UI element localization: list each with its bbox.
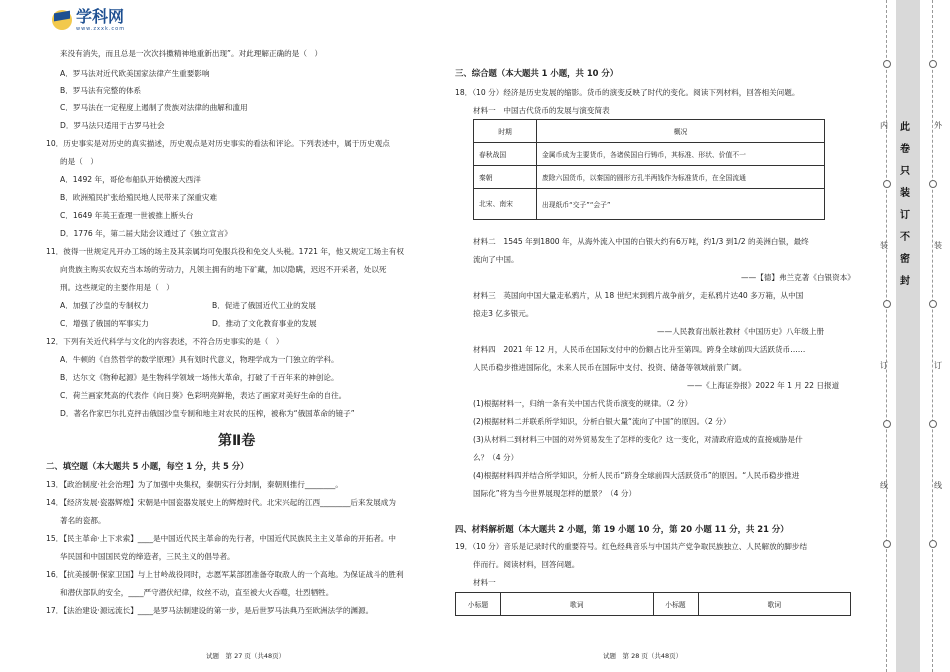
text-line: B．罗马法有完整的体系: [60, 86, 142, 95]
text-line: 向贵族主购买农奴充当本场的劳动力，凡领主拥有的地下矿藏，加以隐瞒，迟迟不开采者，处以死: [60, 265, 387, 274]
text-line: C．1649 年英王查理一世被推上断头台: [60, 211, 194, 220]
seal-char: 此: [900, 122, 910, 133]
option: D．推动了文化教育事业的发展: [212, 319, 317, 328]
option: A．加强了沙皇的专制权力: [60, 301, 149, 310]
table-cell: 北宋、南宋: [474, 189, 537, 220]
binding-label: 外: [934, 121, 942, 130]
text-line: 材料三 英国向中国大量走私鸦片，从 18 世纪末到鸦片战争前夕，走私鸦片达40 多万箱，从中国: [473, 291, 804, 300]
graduation-cap-icon: [52, 10, 72, 30]
table-row: [474, 166, 825, 189]
text-line: A．罗马法对近代欧美国家法律产生重要影响: [60, 69, 210, 78]
table-header-row: [456, 593, 851, 616]
text-line: C．荷兰画家梵高的代表作《向日葵》色彩明亮鲜艳，表达了画家对美好生命的自往。: [60, 391, 347, 400]
citation: ——人民教育出版社教材《中国历史》八年级上册: [657, 327, 825, 336]
text-line: 14．【经济发展·瓷器辉煌】宋朝是中国瓷器发展史上的辉煌时代。北宋兴起的江西________后来发展成为: [46, 498, 396, 507]
seal-char: 订: [900, 210, 910, 221]
table-cell: 秦朝: [474, 166, 537, 189]
table-header-cell: 小标题: [456, 593, 501, 616]
table-header-cell: 歌词: [698, 593, 851, 616]
table-header-cell: 歌词: [501, 593, 654, 616]
text-line: B．达尔文《物种起源》是生物科学领域一场伟大革命，打破了千百年来的神创论。: [60, 373, 339, 382]
text-line: (3)从材料二到材料三中国的对外贸易发生了怎样的变化？这一变化，对清政府造成的直接威胁是什: [473, 435, 803, 444]
table-row: [474, 143, 825, 166]
text-line: 华民国和中国国民党的缔造者，三民主义的倡导者。: [60, 552, 235, 561]
currency-table: [473, 119, 825, 220]
seal-char: 卷: [900, 144, 910, 155]
text-line: 掠走3 亿多银元。: [473, 309, 534, 318]
text-line: A．牛顿的《自然哲学的数学原理》具有划时代意义，物理学成为一门独立的学科。: [60, 355, 339, 364]
text-line: 10．历史事实是对历史的真实描述，历史观点是对历史事实的看法和评论。下列表述中，属于历史观点: [46, 139, 390, 148]
binding-label: 装: [934, 241, 942, 250]
seal-char: 不: [900, 232, 910, 243]
binding-label: 订: [934, 361, 942, 370]
left-page: [0, 0, 445, 672]
text-line: 材料四 2021 年 12 月，人民币在国际支付中的份额占比升至第四。跨身全球前四大活跃货币……: [473, 345, 806, 354]
binding-label: 装: [880, 241, 888, 250]
text-line: 的是（ ）: [60, 157, 98, 166]
inner-cut-line: [886, 0, 887, 672]
table-cell: 春秋战国: [474, 143, 537, 166]
logo-name: 学科网: [76, 7, 125, 26]
option: C．增强了俄国的军事实力: [60, 319, 149, 328]
binding-label: 订: [880, 361, 888, 370]
text-line: 伴而行。阅读材料，回答问题。: [473, 560, 580, 569]
text-line: 和潜伏部队的安全，____严守潜伏纪律，纹丝不动，直至被大火吞噬，壮烈牺牲。: [60, 588, 334, 597]
binding-hole: [883, 60, 891, 68]
text-line: 人民币稳步推进国际化，未来人民币在国际中支付、投资、储备等领域前景广阔。: [473, 363, 747, 372]
logo-url: www.zxxk.com: [76, 26, 126, 32]
text-line: 11．彼得一世规定凡开办工场的场主及其亲属均可免服兵役和免交人头税。1721 年，他又规定工场主有权: [46, 247, 404, 256]
text-line: 19．（10 分）音乐是记录时代的重要符号。红色经典音乐与中国共产党争取民族独立、人民解放的脚步结: [455, 542, 808, 551]
text-line: D．1776 年，第二届大陆会议通过了《独立宣言》: [60, 229, 232, 238]
table-cell: 出现纸币“交子”“会子”: [537, 189, 825, 220]
material-title: 材料一 中国古代货币的发展与演变简表: [473, 106, 610, 115]
text-line: D．罗马法只适用于古罗马社会: [60, 121, 165, 130]
binding-hole: [883, 180, 891, 188]
text-line: D．著名作家巴尔扎克抨击俄国沙皇专制和地主对农民的压榨，被称为“俄国革命的镜子”: [60, 409, 355, 418]
text-line: B．欧洲殖民扩张给殖民地人民带来了深重灾难: [60, 193, 218, 202]
text-line: (2)根据材料二并联系所学知识，分析白银大量“流向了中国”的原因。（2 分）: [473, 417, 731, 426]
section-heading: 三、综合题（本大题共 1 小题，共 10 分）: [455, 68, 619, 78]
binding-hole: [929, 300, 937, 308]
seal-bar: [896, 0, 920, 672]
text-line: 国际化”将为当今世界展现怎样的愿景？（4 分）: [473, 489, 637, 498]
option: B．促进了俄国近代工业的发展: [212, 301, 316, 310]
table-row: [474, 189, 825, 220]
text-line: (1)根据材料一，归纳一条有关中国古代货币演变的规律。（2 分）: [473, 399, 693, 408]
table-cell: 金属币成为主要货币，各诸侯国自行铸币，其标准、形状、价值不一: [537, 143, 825, 166]
text-line: A．1492 年，哥伦布船队开始横渡大西洋: [60, 175, 201, 184]
text-line: 18．（10 分）经济是历史发展的缩影。货币的演变反映了时代的变化。阅读下列材料，回答相关问题。: [455, 88, 800, 97]
text-line: 流向了中国。: [473, 255, 519, 264]
text-line: C．罗马法在一定程度上遏制了贵族对法律的曲解和滥用: [60, 103, 248, 112]
seal-char: 密: [900, 254, 910, 265]
page-footer: 试题 第 28 页（共48页）: [603, 652, 683, 660]
song-table: [455, 592, 851, 616]
seal-char: 只: [900, 166, 910, 177]
binding-label: 线: [934, 481, 942, 490]
binding-hole: [883, 420, 891, 428]
text-line: 刑。这些规定的主要作用是（ ）: [60, 283, 174, 292]
seal-char: 装: [900, 188, 910, 199]
outer-cut-line: [932, 0, 933, 672]
binding-hole: [929, 60, 937, 68]
binding-hole: [929, 180, 937, 188]
table-header-cell: 小标题: [653, 593, 698, 616]
text-line: 12．下列有关近代科学与文化的内容表述，不符合历史事实的是（ ）: [46, 337, 284, 346]
text-line: 著名的瓷都。: [60, 516, 106, 525]
logo: [52, 8, 125, 32]
volume-title: 第Ⅱ卷: [218, 433, 256, 449]
binding-label: 内: [880, 121, 888, 130]
text-line: 材料一: [473, 578, 496, 587]
citation: ——《上海证券报》2022 年 1 月 22 日报道: [687, 381, 840, 390]
table-header-cell: 时期: [474, 120, 537, 143]
text-line: 15．【民主革命·上下求索】____是中国近代民主革命的先行者，中国近代民族民主主义革命的开拓者。中: [46, 534, 396, 543]
table-header-row: [474, 120, 825, 143]
right-page: [445, 0, 870, 672]
text-line: 来没有消失，而且总是一次次抖擞精神地重新出现”。对此理解正确的是（ ）: [60, 49, 323, 58]
binding-hole: [883, 300, 891, 308]
text-line: 16．【抗美援朝·保家卫国】与上甘岭战役同时，志愿军某部团准备夺取敌人的一个高地。为保证战斗的胜利: [46, 570, 404, 579]
text-line: 17．【法治建设·源远流长】____是罗马法制建设的第一步，是后世罗马法典乃至欧洲法学的渊源。: [46, 606, 374, 615]
binding-hole: [883, 540, 891, 548]
binding-hole: [929, 540, 937, 548]
binding-label: 线: [880, 481, 888, 490]
citation: ——【德】弗兰克著《白银资本》: [741, 273, 855, 282]
text-line: (4)根据材料四并结合所学知识，分析人民币“跻身全球前四大活跃货币”的原因。“人民币稳步推进: [473, 471, 800, 480]
text-line: 材料二 1545 年到1800 年，从海外流入中国的白银大约有6万吨，约1/3 到1/2 的美洲白银，最终: [473, 237, 809, 246]
section-heading: 二、填空题（本大题共 5 小题，每空 1 分，共 5 分）: [46, 461, 249, 471]
text-line: 13．【政治制度·社会治理】为了加强中央集权，秦朝实行分封制，秦朝则推行________。: [46, 480, 343, 489]
section-heading: 四、材料解析题（本大题共 2 小题，第 19 小题 10 分，第 20 小题 11 分，共 21 分）: [455, 524, 789, 534]
table-header-cell: 概况: [537, 120, 825, 143]
binding-hole: [929, 420, 937, 428]
table-cell: 废除六国货币，以秦国的圆形方孔半两钱作为标准货币，在全国流通: [537, 166, 825, 189]
page-footer: 试题 第 27 页（共48页）: [206, 652, 286, 660]
seal-char: 封: [900, 276, 910, 287]
text-line: 么？（4 分）: [473, 453, 519, 462]
